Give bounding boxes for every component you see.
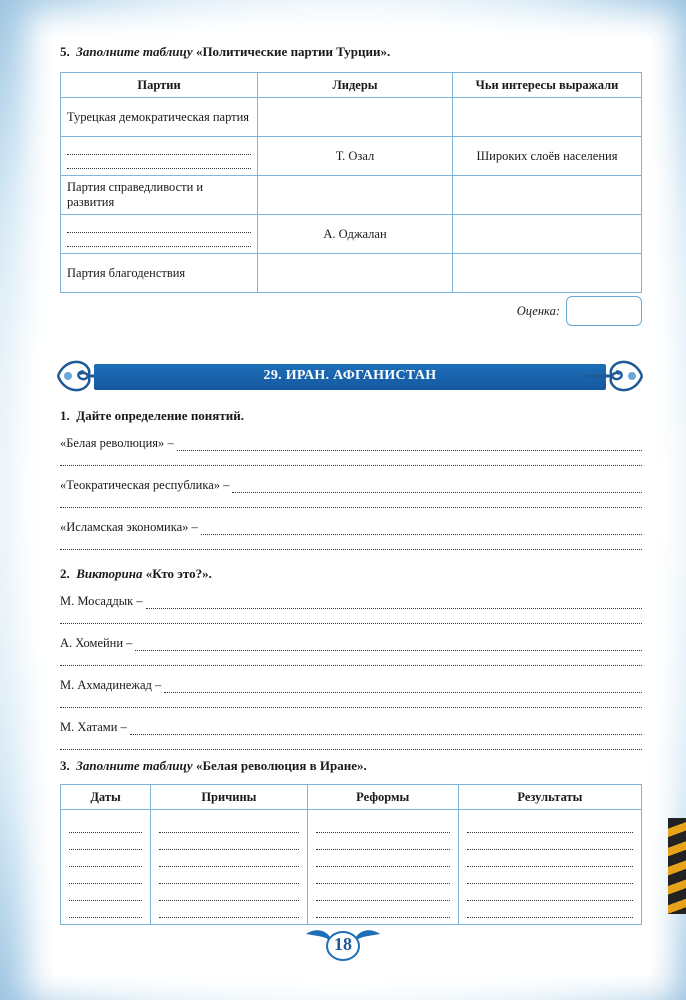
task2-title-rest: «Кто это?».: [145, 566, 212, 581]
answer-line[interactable]: [146, 596, 642, 609]
reforms-cell[interactable]: [307, 810, 458, 925]
task2: [60, 566, 642, 750]
answer-line[interactable]: [60, 609, 642, 624]
task5-title: [60, 44, 642, 60]
header-dates: Даты: [61, 785, 151, 810]
task2-title-italic: Викторина: [76, 566, 143, 581]
interests-cell: Широких слоёв населения: [453, 137, 642, 176]
answer-line[interactable]: [164, 680, 642, 693]
white-revolution-table: [60, 784, 642, 925]
term-label: «Теократическая республика» –: [60, 478, 230, 492]
definition-row: [60, 478, 642, 493]
answer-line[interactable]: [201, 522, 642, 535]
task5-title-rest: «Политические партии Турции».: [195, 44, 391, 59]
answer-line[interactable]: [60, 651, 642, 666]
answer-line[interactable]: [60, 735, 642, 750]
task5-title-italic: Заполните таблицу: [76, 44, 193, 59]
header-leaders: Лидеры: [258, 73, 453, 98]
party-cell: Турецкая демократическая партия: [61, 98, 258, 137]
task2-title: [60, 566, 642, 582]
leader-cell: Т. Озал: [258, 137, 453, 176]
task3-title-rest: «Белая революция в Иране».: [195, 758, 367, 773]
header-reforms: Реформы: [307, 785, 458, 810]
table-row: [61, 810, 642, 925]
section-banner: [54, 354, 646, 398]
task3: [60, 758, 642, 925]
definition-row: [60, 520, 642, 535]
leader-cell[interactable]: [258, 98, 453, 137]
person-label: А. Хомейни –: [60, 636, 133, 650]
header-interests: Чьи интересы выражали: [453, 73, 642, 98]
task1: [60, 408, 642, 550]
parties-table: [60, 72, 642, 293]
term-label: «Исламская экономика» –: [60, 520, 198, 534]
table-row: [61, 176, 642, 215]
task1-number: 1.: [60, 408, 70, 423]
person-label: М. Хатами –: [60, 720, 127, 734]
results-cell[interactable]: [458, 810, 641, 925]
quiz-row: [60, 720, 642, 735]
header-results: Результаты: [458, 785, 641, 810]
table-row: [61, 254, 642, 293]
answer-line[interactable]: [60, 535, 642, 550]
grade-field: [517, 296, 642, 326]
ornament-right-icon: [584, 354, 646, 398]
answer-line[interactable]: [60, 693, 642, 708]
quiz-row: [60, 594, 642, 609]
quiz-row: [60, 636, 642, 651]
interests-cell[interactable]: [453, 176, 642, 215]
task5-number: 5.: [60, 44, 70, 59]
interests-cell[interactable]: [453, 254, 642, 293]
party-cell: Партия благоденствия: [61, 254, 258, 293]
answer-line[interactable]: [60, 493, 642, 508]
person-label: М. Ахмадинежад –: [60, 678, 162, 692]
header-causes: Причины: [151, 785, 308, 810]
interests-cell[interactable]: [453, 98, 642, 137]
task2-number: 2.: [60, 566, 70, 581]
party-blank-cell[interactable]: [61, 215, 258, 254]
table-row: [61, 215, 642, 254]
grade-box[interactable]: [566, 296, 642, 326]
task1-title-text: Дайте определение понятий.: [76, 408, 244, 423]
section-title: 29. ИРАН. АФГАНИСТАН: [263, 368, 437, 383]
table-row: [61, 137, 642, 176]
task3-number: 3.: [60, 758, 70, 773]
leader-cell[interactable]: [258, 176, 453, 215]
party-cell: Партия справедливости и развития: [61, 176, 258, 215]
task3-title-italic: Заполните таблицу: [76, 758, 193, 773]
interests-cell[interactable]: [453, 215, 642, 254]
table-row: [61, 98, 642, 137]
causes-cell[interactable]: [151, 810, 308, 925]
ribbon-stripe: [668, 818, 686, 914]
quiz-row: [60, 678, 642, 693]
header-parties: Партии: [61, 73, 258, 98]
term-label: «Белая революция» –: [60, 436, 174, 450]
task1-title: [60, 408, 642, 424]
answer-line[interactable]: [135, 638, 642, 651]
page-number: 18: [334, 934, 352, 954]
person-label: М. Мосаддык –: [60, 594, 143, 608]
answer-line[interactable]: [130, 722, 642, 735]
party-blank-cell[interactable]: [61, 137, 258, 176]
leader-cell[interactable]: [258, 254, 453, 293]
answer-line[interactable]: [60, 451, 642, 466]
dates-cell[interactable]: [61, 810, 151, 925]
definition-row: [60, 436, 642, 451]
answer-line[interactable]: [177, 438, 642, 451]
answer-line[interactable]: [232, 480, 642, 493]
page-number-badge: [300, 924, 386, 964]
task3-title: [60, 758, 642, 774]
leader-cell: А. Оджалан: [258, 215, 453, 254]
grade-label: Оценка:: [516, 303, 560, 318]
content: [60, 44, 642, 804]
